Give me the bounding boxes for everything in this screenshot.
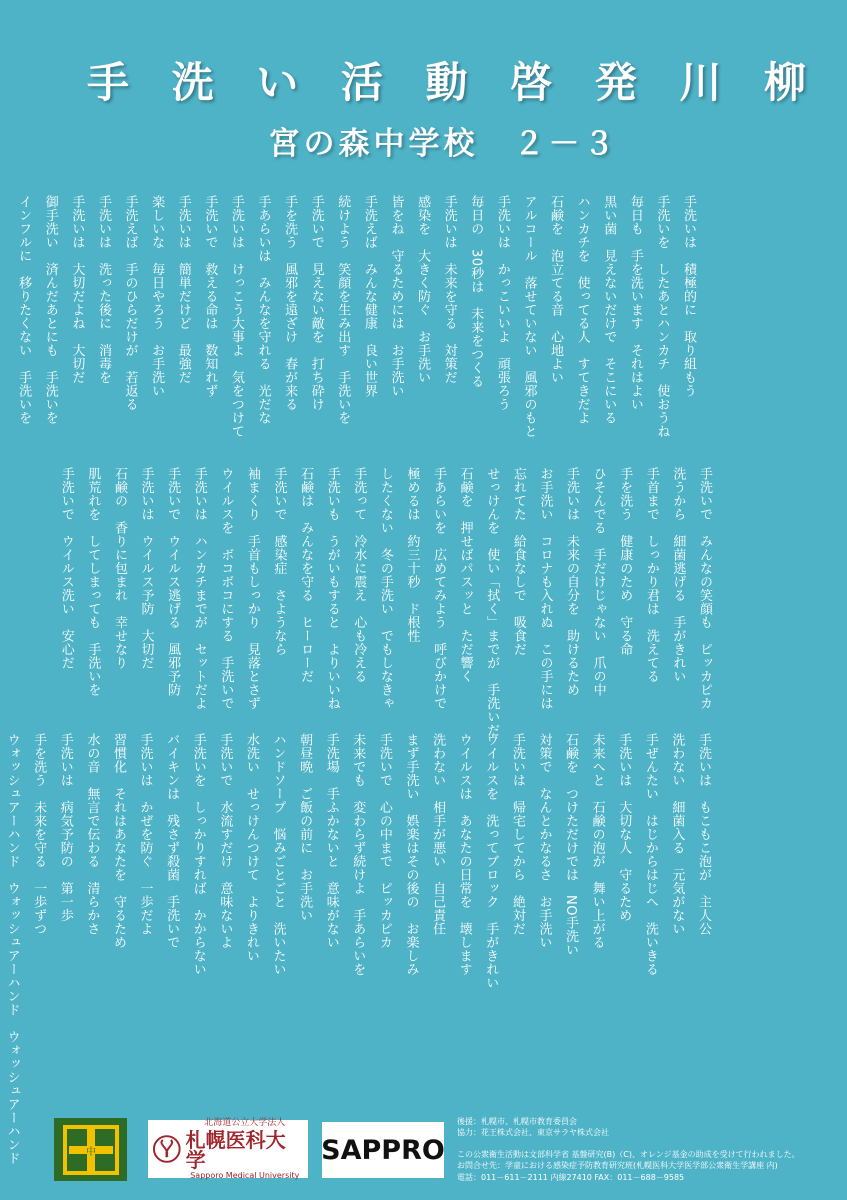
sapporo-logo xyxy=(322,1122,444,1178)
page-title: 手 洗 い 活 動 啓 発 川 柳 xyxy=(87,58,820,107)
credits xyxy=(457,1116,842,1183)
senryu-poem: 皆をね 守るためには お手洗い xyxy=(388,195,404,398)
senryu-poem: 毎日も 手を洗います それはよい xyxy=(627,195,643,411)
senryu-poem: 極めるは 約三十秒 ド根性 xyxy=(404,467,420,643)
senryu-poem: 石鹸の 香りに包まれ 幸せなり xyxy=(111,467,127,670)
senryu-poem: 習慣化 それはあなたを 守るため xyxy=(110,733,126,949)
senryu-poem: 手あらいを 広めてみよう 呼びかけで xyxy=(431,467,447,710)
senryu-poem: 洗わない 相手が悪い 自己責任 xyxy=(430,733,446,936)
smu-logo xyxy=(148,1117,308,1180)
senryu-poem: 洗わない 細菌入る 元気がない xyxy=(669,733,685,936)
senryu-poem: 対策で なんとかなるさ お手洗い xyxy=(536,733,552,949)
senryu-poem: ウイルスを 洗ってブロック 手がきれい xyxy=(483,733,499,990)
smu-seal-icon xyxy=(152,1124,182,1174)
senryu-poem: 手洗いを しっかりすれば かからない xyxy=(190,733,206,976)
senryu-poem: 手洗いは 洗った後に 消毒を xyxy=(95,195,111,384)
senryu-poem: 手洗いは ハンカチまでが セットだよ xyxy=(191,467,207,710)
emblem-mark-text: 中 xyxy=(85,1146,96,1158)
senryu-poem: 水洗い せっけんつけて よりきれい xyxy=(243,733,259,963)
senryu-poem: 石鹸を 泡立てる音 心地よい xyxy=(548,195,564,384)
senryu-poem: 黒い菌 見えないだけで そこにいる xyxy=(601,195,617,425)
senryu-poem: 手洗場 手ふかないと 意味がない xyxy=(323,733,339,949)
senryu-poem: 手首まで しっかり君は 洗えてる xyxy=(643,467,659,683)
senryu-poem: ウイルスを ボコボコにする 手洗いで xyxy=(218,467,234,710)
senryu-poem: ハンカチを 使ってる人 すてきだよ xyxy=(574,195,590,425)
senryu-poem: 楽しいな 毎日やろう お手洗い xyxy=(149,195,165,398)
sapporo-logo-text: SAPP xyxy=(321,1134,402,1166)
credit-phone: 電話：011－611－2111 内線27410 FAX：011－688－9585 xyxy=(457,1172,685,1182)
senryu-poem: 手洗いは ウイルス予防 大切だ xyxy=(138,467,154,670)
senryu-poem: 石鹸を つけただけでは NO手洗い xyxy=(563,733,579,957)
smu-line1: 北海道公立大学法人 xyxy=(204,1117,286,1128)
credit-cooperation: 協力：花王株式会社、東京サラヤ株式会社 xyxy=(457,1128,609,1138)
senryu-poem: 手洗いは 積極的に 取り組もう xyxy=(681,195,696,398)
senryu-poem: 忘れてた 給食なしで 吸食だ xyxy=(510,467,526,656)
senryu-poem: インフルに 移りたくない 手洗いを xyxy=(16,195,32,425)
senryu-poem: アルコール 落せていない 風邪のもと xyxy=(521,195,537,438)
senryu-poem: 手洗って 冷水に震え 心も冷える xyxy=(351,467,367,683)
senryu-poem: 手を洗う 風邪を遠ざけ 春が来る xyxy=(282,195,298,411)
senryu-poem: バイキンは 残さず殺菌 手洗いで xyxy=(164,733,180,949)
sapporo-logo-text-end: RO xyxy=(401,1134,445,1166)
senryu-poem: 手洗いも うがいもすると よりいいね xyxy=(324,467,340,710)
senryu-block-2 xyxy=(58,467,713,737)
emblem-icon xyxy=(61,1123,121,1177)
senryu-poem: お手洗い コロナも入れぬ この手には xyxy=(537,467,553,710)
senryu-poem: 毎日の 30秒は 未来をつくる xyxy=(468,195,484,389)
senryu-poem: 手洗いで 感染症 さようなら xyxy=(271,467,287,656)
senryu-poem: 手洗いで みんなの笑顔も ピッカピカ xyxy=(697,467,712,710)
senryu-poem: 手洗いは 大切な人 守るため xyxy=(616,733,632,922)
senryu-poem: 手を洗う 健康のため 守る命 xyxy=(617,467,633,656)
senryu-poem: 肌荒れを してしまっても 手洗いを xyxy=(85,467,101,697)
senryu-poem: せっけんを 使い「拭く」までが 手洗いだ xyxy=(484,467,500,737)
senryu-poem: 未来でも 変わらず続けよ 手あらいを xyxy=(350,733,366,976)
senryu-poem: 手洗いは 帰宅してから 絶対だ xyxy=(509,733,525,936)
senryu-poem: ウイルスは あなたの日常を 壊します xyxy=(456,733,472,976)
class-subtitle: 宮の森中学校 ２－３ xyxy=(268,126,619,162)
credit-sponsor: 後援：札幌市、札幌市教育委員会 xyxy=(457,1117,577,1126)
senryu-poem: まず手洗い 娯楽はその後の お楽しみ xyxy=(403,733,419,976)
senryu-poem: 手洗いは 大切だよね 大切だ xyxy=(69,195,85,384)
senryu-poem: 朝昼晩 ご飯の前に お手洗い xyxy=(297,733,313,922)
senryu-poem: 未来へと 石鹸の泡が 舞い上がる xyxy=(589,733,605,949)
senryu-poem: 手を洗う 未来を守る 一歩ずつ xyxy=(31,733,47,936)
senryu-poem: 手洗いは けっこう大事よ 気をつけて xyxy=(228,195,244,438)
senryu-poem: 手洗いは 病気予防の 第一歩 xyxy=(57,733,73,922)
senryu-poem: 手洗いは かぜを防ぐ 一歩だよ xyxy=(137,733,153,936)
credit-funding: この公衆衛生活動は文部科学省 基盤研究(B)（C)、オレンジ基金の助成を受けて行われました。 xyxy=(457,1149,800,1159)
smu-english: Sapporo Medical University xyxy=(190,1170,300,1180)
senryu-poem: 手洗いで 救える命は 数知れず xyxy=(202,195,218,398)
senryu-poem: 洗うから 細菌逃げる 手がきれい xyxy=(670,467,686,683)
senryu-poem: 手洗いで ウイルス逃げる 風邪予防 xyxy=(165,467,181,697)
senryu-block-1 xyxy=(15,195,697,438)
senryu-poem: 水の音 無言で伝わる 清らかさ xyxy=(84,733,100,936)
senryu-poem: 手洗いで 見えない敵を 打ち砕け xyxy=(308,195,324,411)
senryu-poem: 続けよう 笑顔を生み出す 手洗いを xyxy=(335,195,351,425)
senryu-poem: 手洗いで 水流すだけ 意味ないよ xyxy=(217,733,233,949)
senryu-poem: 手洗いは 未来を守る 対策だ xyxy=(441,195,457,384)
senryu-poem: ハンドソープ 悩みごとごと 洗いたい xyxy=(270,733,286,976)
senryu-poem: 手洗いは もこもこ泡が 主人公 xyxy=(696,733,711,936)
senryu-poem: 石鹸は みんなを守る ヒーローだ xyxy=(298,467,314,683)
senryu-poem: 手洗いを したあとハンカチ 使おうね xyxy=(654,195,670,438)
senryu-poem: 手洗えば 手のひらだけが 若返る xyxy=(122,195,138,411)
senryu-poem: 手洗いで ウイルス洗い 安心だ xyxy=(58,467,74,670)
senryu-poem: ウォッシュアーハンド ウォッシュアーハンド ウォッシュアーハンド xyxy=(4,733,20,1165)
senryu-poem: 袖まくり 手首もしっかり 見落とさず xyxy=(244,467,260,710)
senryu-poem: 手洗えば みんな健康 良い世界 xyxy=(361,195,377,398)
senryu-poem: ひそんでる 手だけじゃない 爪の中 xyxy=(590,467,606,697)
senryu-poem: 御手洗い 済んだあとにも 手洗いを xyxy=(42,195,58,425)
school-emblem-logo xyxy=(54,1118,127,1181)
senryu-poem: 手洗いは かっこいいよ 頑張ろう xyxy=(494,195,510,411)
senryu-poem: 手洗いは 未来の自分を 助けるため xyxy=(564,467,580,697)
senryu-poem: 石鹸を 押せばパスッと ただ響く xyxy=(457,467,473,683)
senryu-poem: 手洗いで 心の中まで ピッカピカ xyxy=(376,733,392,949)
smu-name: 札幌医科大学 xyxy=(185,1127,286,1172)
senryu-poem: 手あらいは みんなを守れる 光だな xyxy=(255,195,271,425)
senryu-poem: したくない 冬の手洗い でもしなきゃ xyxy=(377,467,393,710)
senryu-poem: 感染を 大きく防ぐ お手洗い xyxy=(415,195,431,384)
credit-contact: お問合せ先：学童における感染症予防教育研究班(札幌医科大学医学部公衆衛生学講座 内) xyxy=(457,1161,778,1171)
senryu-poem: 手ぜんたい はじからはじへ 洗いきる xyxy=(642,733,658,976)
senryu-poem: 手洗いは 簡単だけど 最強だ xyxy=(175,195,191,384)
